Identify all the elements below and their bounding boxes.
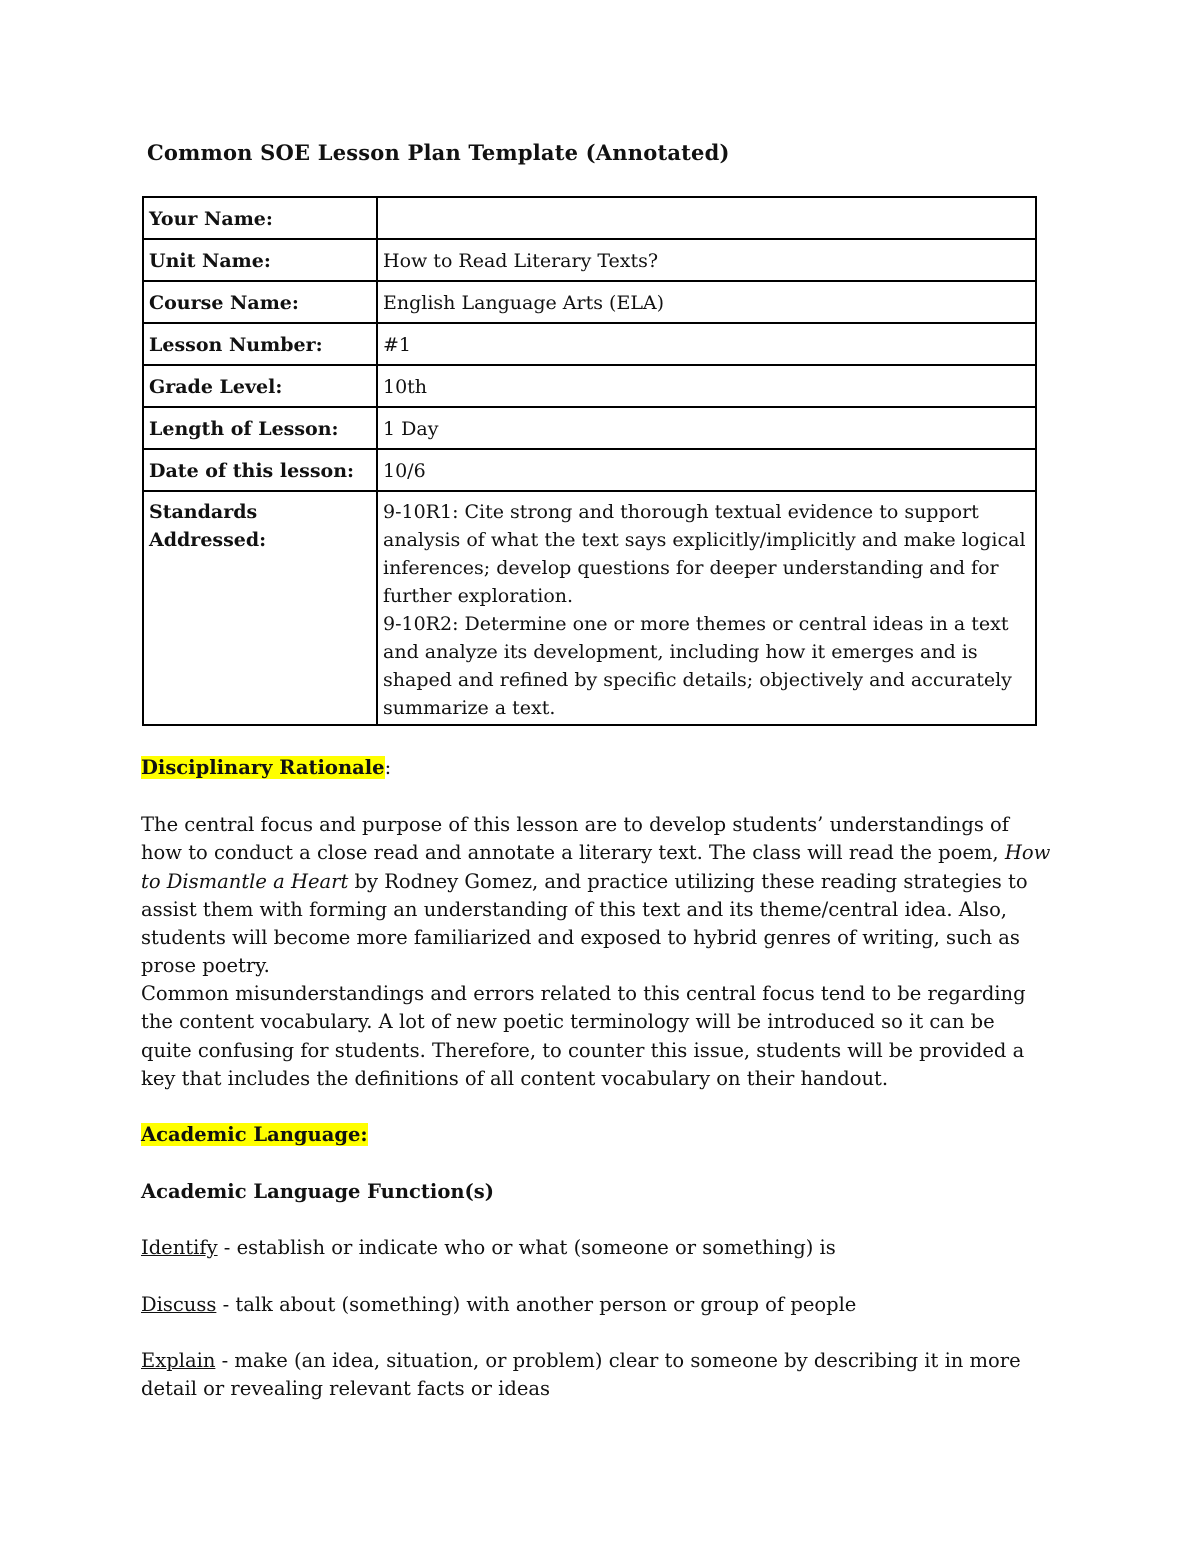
table-row — [143, 365, 1036, 407]
standard-item: 9-10R2: Determine one or more themes or central ideas in a text and analyze its development, including how it emerges and is shaped and refined by specific details; objectively and accurately summarize a text. — [383, 613, 1012, 719]
table-row — [143, 281, 1036, 323]
row-value: 1 Day — [377, 407, 1036, 449]
language-functions-heading: Academic Language Function(s) — [141, 1180, 494, 1203]
row-value — [377, 197, 1036, 239]
row-label: Your Name: — [143, 197, 377, 239]
rationale-paragraph-2 — [141, 980, 1051, 1093]
language-function-item — [141, 1234, 1051, 1262]
standard-item: 9-10R1: Cite strong and thorough textual evidence to support analysis of what the text says explicitly/implicitly and make logical inferences; develop questions for deeper understanding and for further exploration. — [383, 501, 1026, 607]
row-value: English Language Arts (ELA) — [377, 281, 1036, 323]
row-value: 10/6 — [377, 449, 1036, 491]
table-row — [143, 449, 1036, 491]
row-label: Grade Level: — [143, 365, 377, 407]
table-row — [143, 197, 1036, 239]
language-function-item — [141, 1291, 1051, 1319]
language-function-item — [141, 1347, 1051, 1404]
rationale-heading-colon: : — [384, 756, 392, 779]
table-row — [143, 323, 1036, 365]
function-term: Identify — [141, 1236, 218, 1259]
rationale-paragraph-1 — [141, 811, 1051, 981]
function-definition: - make (an idea, situation, or problem) clear to someone by describing it in more detail or revealing relevant facts or ideas — [141, 1349, 1021, 1401]
poem-title: How to Dismantle a Heart — [141, 841, 1051, 893]
function-term: Explain — [141, 1349, 216, 1372]
rationale-p1-text: The central focus and purpose of this lesson are to develop students’ understandings of how to conduct a close read and annotate a literary text. The class will read the poem, — [141, 813, 1009, 865]
standards-label — [143, 491, 377, 725]
standards-row — [143, 491, 1036, 725]
row-value: #1 — [377, 323, 1036, 365]
standards-value — [377, 491, 1036, 725]
standards-label-line: Addressed: — [149, 529, 267, 551]
standards-label-line: Standards — [149, 501, 258, 523]
lesson-info-table — [142, 196, 1037, 726]
academic-language-heading-text: Academic Language: — [141, 1123, 368, 1146]
function-term: Discuss — [141, 1293, 217, 1316]
academic-language-heading — [141, 1121, 1051, 1149]
function-definition: - talk about (something) with another person or group of people — [216, 1293, 857, 1316]
document-title: Common SOE Lesson Plan Template (Annotated) — [147, 140, 730, 165]
rationale-heading-text: Disciplinary Rationale — [141, 756, 385, 779]
row-label: Length of Lesson: — [143, 407, 377, 449]
table-row — [143, 239, 1036, 281]
rationale-p1-text: by Rodney Gomez, and practice utilizing these reading strategies to assist them with forming an understanding of this text and its theme/central idea. Also, students will become more familiarized and exposed to hybrid genres of writing, such as prose poetry. — [141, 869, 1028, 978]
table-row — [143, 407, 1036, 449]
rationale-heading — [141, 754, 1051, 782]
row-label: Date of this lesson: — [143, 449, 377, 491]
row-label: Lesson Number: — [143, 323, 377, 365]
row-value: How to Read Literary Texts? — [377, 239, 1036, 281]
row-label: Unit Name: — [143, 239, 377, 281]
function-definition: - establish or indicate who or what (someone or something) is — [217, 1236, 836, 1259]
rationale-p2-text: Common misunderstandings and errors related to this central focus tend to be regarding the content vocabulary. A lot of new poetic terminology will be introduced so it can be quite confusing for students. Therefore, to counter this issue, students will be provided a key that includes the definitions of all content vocabulary on their handout. — [141, 982, 1026, 1090]
row-label: Course Name: — [143, 281, 377, 323]
row-value: 10th — [377, 365, 1036, 407]
